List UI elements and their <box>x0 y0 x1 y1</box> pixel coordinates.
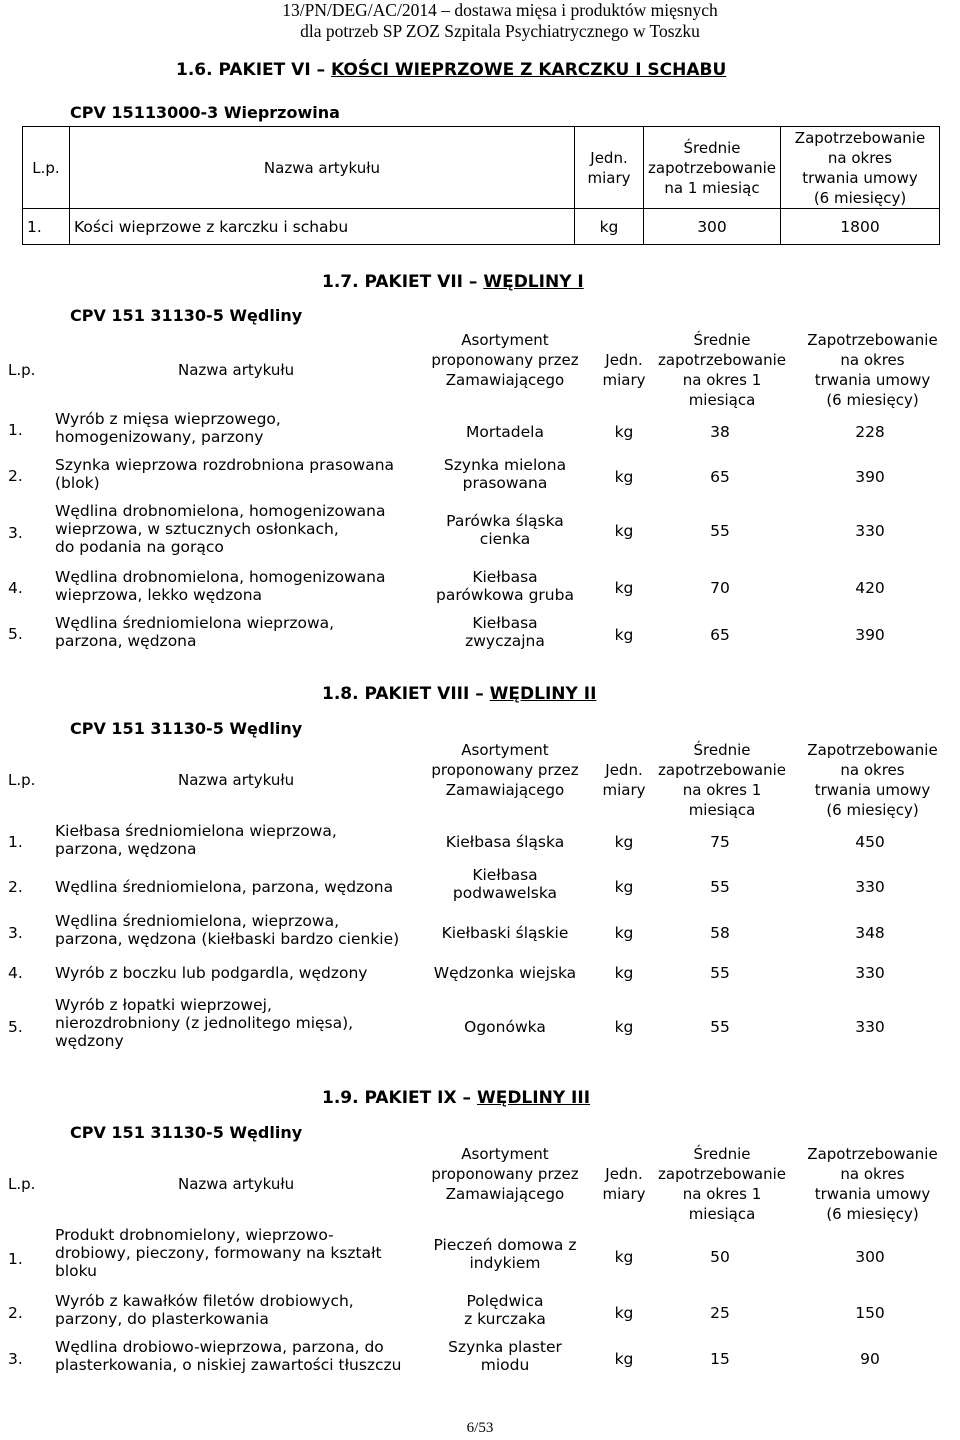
cell-assort <box>430 866 580 902</box>
cell-name-line: parzona, wędzona (kiełbaski bardzo cienkie) <box>55 930 400 948</box>
cell-unit: kg <box>614 1248 634 1266</box>
cell-assort <box>430 568 580 604</box>
cell-assort-line: Pieczeń domowa z <box>433 1236 577 1254</box>
package-6-number: 1.6. PAKIET VI – <box>176 60 326 80</box>
table-row <box>0 912 960 956</box>
col-assort-line: Asortyment <box>461 1145 549 1163</box>
col-total-line: na okres <box>840 761 905 779</box>
cell-name-line: parzony, do plasterkowania <box>55 1310 269 1328</box>
table-row <box>0 964 960 988</box>
cell-assort-line: cienka <box>479 530 531 548</box>
cell-name-line: (blok) <box>55 474 100 492</box>
col-total-line: trwania umowy <box>814 371 931 389</box>
table-row <box>0 410 960 454</box>
col-unit-line: miary <box>602 1185 646 1203</box>
col-name: Nazwa artykułu <box>178 1175 295 1193</box>
cell-lp: 1. <box>23 209 70 245</box>
col-assort <box>430 740 580 800</box>
cell-name-line: wieprzowa, lekko wędzona <box>55 586 263 604</box>
package-7-name: WĘDLINY I <box>483 272 584 292</box>
col-avg-line: na okres 1 <box>682 781 762 799</box>
col-total-line: (6 miesięcy) <box>826 1205 919 1223</box>
header-line-1: 13/PN/DEG/AC/2014 – dostawa mięsa i produktów mięsnych <box>282 0 718 20</box>
cell-name-line: Wyrób z mięsa wieprzowego, <box>55 410 281 428</box>
cell-unit: kg <box>614 626 634 644</box>
table-row <box>0 1338 960 1382</box>
cell-assort-line: z kurczaka <box>464 1310 546 1328</box>
cell-avg: 55 <box>710 522 730 540</box>
cell-assort: Ogonówka <box>464 1018 546 1036</box>
col-unit-line: Jedn. <box>590 148 628 167</box>
col-assort <box>430 1144 580 1204</box>
col-avg <box>644 127 781 209</box>
cell-total: 330 <box>855 522 885 540</box>
cell-unit: kg <box>614 964 634 982</box>
table-row <box>0 996 960 1062</box>
col-assort <box>430 330 580 390</box>
cell-avg: 58 <box>710 924 730 942</box>
cell-assort-line: zwyczajna <box>465 632 545 650</box>
col-assort-line: Asortyment <box>461 331 549 349</box>
cell-total: 300 <box>855 1248 885 1266</box>
col-total-line: (6 miesięcy) <box>826 391 919 409</box>
cell-name <box>55 1292 354 1328</box>
col-name: Nazwa artykułu <box>178 361 295 379</box>
package-6-table <box>22 126 940 245</box>
cell-name <box>55 912 399 948</box>
col-total-line: na okres <box>840 351 905 369</box>
cell-assort <box>430 512 580 548</box>
cell-avg: 65 <box>710 626 730 644</box>
col-avg-line: na okres 1 <box>682 1185 762 1203</box>
cell-unit: kg <box>614 1350 634 1368</box>
cell-avg: 55 <box>710 964 730 982</box>
cell-assort-line: prasowana <box>462 474 548 492</box>
cell-unit: kg <box>614 579 634 597</box>
cell-total: 330 <box>855 1018 885 1036</box>
cell-assort-line: Szynka plaster <box>448 1338 562 1356</box>
col-assort-line: proponowany przez <box>431 351 579 369</box>
cell-name-line: homogenizowany, parzony <box>55 428 264 446</box>
col-total-line: Zapotrzebowanie <box>807 1145 938 1163</box>
cell-assort <box>430 1292 580 1328</box>
cell-name-line: wędzony <box>55 1032 124 1050</box>
package-9-title <box>322 1088 590 1108</box>
col-name: Nazwa artykułu <box>178 771 295 789</box>
cell-name-line: Kiełbasa średniomielona wieprzowa, <box>55 822 337 840</box>
col-total-line: (6 miesięcy) <box>813 188 907 207</box>
cell-name: Wyrób z boczku lub podgardla, wędzony <box>55 964 368 982</box>
cell-total: 330 <box>855 964 885 982</box>
col-total-line: na okres <box>840 1165 905 1183</box>
package-7-title <box>322 272 584 292</box>
table-row <box>0 502 960 566</box>
cell-lp: 5. <box>8 1018 23 1036</box>
table-row <box>0 866 960 910</box>
col-avg-line: miesiąca <box>688 391 756 409</box>
col-total <box>800 330 945 410</box>
cell-assort-line: Kiełbasa <box>472 614 538 632</box>
col-total <box>800 1144 945 1224</box>
col-avg <box>652 740 792 820</box>
package-6-cpv: CPV 15113000-3 Wieprzowina <box>70 103 340 122</box>
cell-name-line: Wędlina drobnomielona, homogenizowana <box>55 568 386 586</box>
cell-avg: 50 <box>710 1248 730 1266</box>
col-lp: L.p. <box>23 127 70 209</box>
cell-lp: 2. <box>8 1304 23 1322</box>
cell-avg: 300 <box>644 209 781 245</box>
cell-name-line: parzona, wędzona <box>55 632 197 650</box>
col-total <box>800 740 945 820</box>
cell-total: 390 <box>855 468 885 486</box>
col-avg-line: na 1 miesiąc <box>664 178 760 197</box>
col-unit-line: Jedn. <box>605 1165 643 1183</box>
table-row <box>0 1292 960 1336</box>
cell-name <box>55 614 334 650</box>
col-assort-line: Zamawiającego <box>445 781 565 799</box>
cell-name-line: Wędlina średniomielona wieprzowa, <box>55 614 335 632</box>
cell-name-line: nierozdrobniony (z jednolitego mięsa), <box>55 1014 354 1032</box>
package-9-name: WĘDLINY III <box>476 1088 591 1108</box>
cell-assort-line: podwawelska <box>452 884 558 902</box>
cell-total: 90 <box>860 1350 880 1368</box>
cell-lp: 1. <box>8 1250 23 1268</box>
cell-name-line: plasterkowania, o niskiej zawartości tłuszczu <box>55 1356 402 1374</box>
cell-assort-line: Polędwica <box>466 1292 544 1310</box>
cell-avg: 38 <box>710 423 730 441</box>
cell-total: 348 <box>855 924 885 942</box>
package-9-number: 1.9. PAKIET IX – <box>322 1088 472 1108</box>
cell-name-line: do podania na gorąco <box>55 538 224 556</box>
document-header <box>200 0 800 42</box>
cell-assort-line: indykiem <box>469 1254 541 1272</box>
col-total-line: trwania umowy <box>814 1185 931 1203</box>
col-avg-line: zapotrzebowanie <box>658 761 786 779</box>
cell-assort: Kiełbaski śląskie <box>441 924 569 942</box>
cell-name: Wędlina średniomielona, parzona, wędzona <box>55 878 394 896</box>
col-avg-line: Średnie <box>683 138 741 157</box>
col-avg-line: zapotrzebowanie <box>658 351 786 369</box>
cell-name: Kości wieprzowe z karczku i schabu <box>70 209 575 245</box>
cell-lp: 4. <box>8 964 23 982</box>
cell-assort-line: parówkowa gruba <box>436 586 574 604</box>
col-unit-line: Jedn. <box>605 761 643 779</box>
package-9-cpv: CPV 151 31130-5 Wędliny <box>70 1123 303 1142</box>
col-unit <box>575 127 644 209</box>
cell-name <box>55 502 385 556</box>
cell-assort-line: Parówka śląska <box>446 512 564 530</box>
cell-name-line: Wędlina drobiowo-wieprzowa, parzona, do <box>55 1338 384 1356</box>
package-8-table <box>0 738 960 1068</box>
cell-name <box>55 822 337 858</box>
cell-unit: kg <box>614 1018 634 1036</box>
cell-unit: kg <box>614 924 634 942</box>
cell-lp: 3. <box>8 524 23 542</box>
cell-assort: Kiełbasa śląska <box>445 833 565 851</box>
col-total <box>780 127 939 209</box>
cell-name-line: parzona, wędzona <box>55 840 197 858</box>
table-header-row <box>23 127 940 209</box>
col-unit <box>594 760 654 800</box>
cell-assort <box>430 614 580 650</box>
cell-name-line: Wyrób z łopatki wieprzowej, <box>55 996 272 1014</box>
cell-total: 1800 <box>780 209 939 245</box>
package-9-table <box>0 1142 960 1392</box>
col-unit-line: miary <box>602 781 646 799</box>
col-avg <box>652 330 792 410</box>
col-unit-line: miary <box>587 168 631 187</box>
col-lp: L.p. <box>8 361 36 379</box>
package-6-name: KOŚCI WIEPRZOWE Z KARCZKU I SCHABU <box>331 60 727 80</box>
col-avg-line: na okres 1 <box>682 371 762 389</box>
cell-unit: kg <box>614 522 634 540</box>
cell-name <box>55 1338 402 1374</box>
col-name: Nazwa artykułu <box>70 127 575 209</box>
cell-name-line: Wędlina drobnomielona, homogenizowana <box>55 502 386 520</box>
cell-avg: 65 <box>710 468 730 486</box>
cell-name <box>55 410 281 446</box>
package-8-cpv: CPV 151 31130-5 Wędliny <box>70 719 303 738</box>
col-avg <box>652 1144 792 1224</box>
col-unit <box>594 1164 654 1204</box>
cell-name <box>55 996 353 1050</box>
col-assort-line: proponowany przez <box>431 1165 579 1183</box>
table-row <box>0 822 960 866</box>
col-total-line: trwania umowy <box>802 168 918 187</box>
page-number: 6/53 <box>466 1420 494 1436</box>
col-avg-line: zapotrzebowanie <box>648 158 776 177</box>
col-total-line: trwania umowy <box>814 781 931 799</box>
table-row <box>0 568 960 612</box>
cell-lp: 2. <box>8 878 23 896</box>
col-unit-line: miary <box>602 371 646 389</box>
cell-name-line: bloku <box>55 1262 97 1280</box>
cell-avg: 70 <box>710 579 730 597</box>
col-total-line: Zapotrzebowanie <box>794 128 926 147</box>
cell-lp: 3. <box>8 924 23 942</box>
cell-name-line: drobiowy, pieczony, formowany na kształt <box>55 1244 382 1262</box>
cell-total: 420 <box>855 579 885 597</box>
cell-name-line: Szynka wieprzowa rozdrobniona prasowana <box>55 456 395 474</box>
cell-name <box>55 1226 382 1280</box>
col-total-line: Zapotrzebowanie <box>807 741 938 759</box>
cell-total: 390 <box>855 626 885 644</box>
cell-avg: 75 <box>710 833 730 851</box>
cell-avg: 55 <box>710 878 730 896</box>
col-avg-line: miesiąca <box>688 801 756 819</box>
cell-assort: Mortadela <box>466 423 544 441</box>
cell-name-line: Produkt drobnomielony, wieprzowo- <box>55 1226 334 1244</box>
col-avg-line: miesiąca <box>688 1205 756 1223</box>
col-total-line: Zapotrzebowanie <box>807 331 938 349</box>
table-row <box>0 456 960 500</box>
cell-name <box>55 456 394 492</box>
col-avg-line: zapotrzebowanie <box>658 1165 786 1183</box>
cell-total: 228 <box>855 423 885 441</box>
cell-avg: 55 <box>710 1018 730 1036</box>
cell-assort: Wędzonka wiejska <box>433 964 577 982</box>
package-8-number: 1.8. PAKIET VIII – <box>322 684 484 704</box>
cell-lp: 2. <box>8 467 23 485</box>
col-assort-line: proponowany przez <box>431 761 579 779</box>
cell-total: 330 <box>855 878 885 896</box>
cell-unit: kg <box>614 423 634 441</box>
cell-unit: kg <box>614 468 634 486</box>
header-line-2: dla potrzeb SP ZOZ Szpitala Psychiatrycznego w Toszku <box>300 21 700 41</box>
col-total-line: (6 miesięcy) <box>826 801 919 819</box>
cell-assort-line: Szynka mielona <box>443 456 567 474</box>
cell-assort <box>430 1338 580 1374</box>
col-avg-line: Średnie <box>693 1145 751 1163</box>
package-7-number: 1.7. PAKIET VII – <box>322 272 478 292</box>
cell-lp: 1. <box>8 833 23 851</box>
package-8-title <box>322 684 596 704</box>
package-6-title <box>176 60 726 80</box>
col-lp: L.p. <box>8 771 36 789</box>
table-row <box>23 209 940 245</box>
cell-name-line: wieprzowa, w sztucznych osłonkach, <box>55 520 339 538</box>
package-7-table <box>0 326 960 662</box>
cell-lp: 4. <box>8 579 23 597</box>
cell-avg: 15 <box>710 1350 730 1368</box>
col-lp: L.p. <box>8 1175 36 1193</box>
cell-assort-line: miodu <box>480 1356 530 1374</box>
col-assort-line: Zamawiającego <box>445 1185 565 1203</box>
cell-assort <box>430 456 580 492</box>
cell-assort-line: Kiełbasa <box>472 568 538 586</box>
cell-total: 150 <box>855 1304 885 1322</box>
package-7-cpv: CPV 151 31130-5 Wędliny <box>70 306 303 325</box>
cell-avg: 25 <box>710 1304 730 1322</box>
col-total-line: na okres <box>827 148 893 167</box>
cell-name-line: Wędlina średniomielona, wieprzowa, <box>55 912 340 930</box>
cell-total: 450 <box>855 833 885 851</box>
cell-unit: kg <box>614 878 634 896</box>
table-row <box>0 1226 960 1290</box>
col-assort-line: Zamawiającego <box>445 371 565 389</box>
package-8-name: WĘDLINY II <box>489 684 597 704</box>
col-assort-line: Asortyment <box>461 741 549 759</box>
cell-name <box>55 568 385 604</box>
cell-lp: 1. <box>8 421 23 439</box>
cell-unit: kg <box>575 209 644 245</box>
col-avg-line: Średnie <box>693 331 751 349</box>
col-avg-line: Średnie <box>693 741 751 759</box>
table-row <box>0 614 960 658</box>
cell-lp: 3. <box>8 1350 23 1368</box>
cell-name-line: Wyrób z kawałków filetów drobiowych, <box>55 1292 354 1310</box>
cell-lp: 5. <box>8 625 23 643</box>
cell-assort <box>420 1236 590 1272</box>
cell-assort-line: Kiełbasa <box>472 866 538 884</box>
cell-unit: kg <box>614 1304 634 1322</box>
col-unit-line: Jedn. <box>605 351 643 369</box>
col-unit <box>594 350 654 390</box>
cell-unit: kg <box>614 833 634 851</box>
